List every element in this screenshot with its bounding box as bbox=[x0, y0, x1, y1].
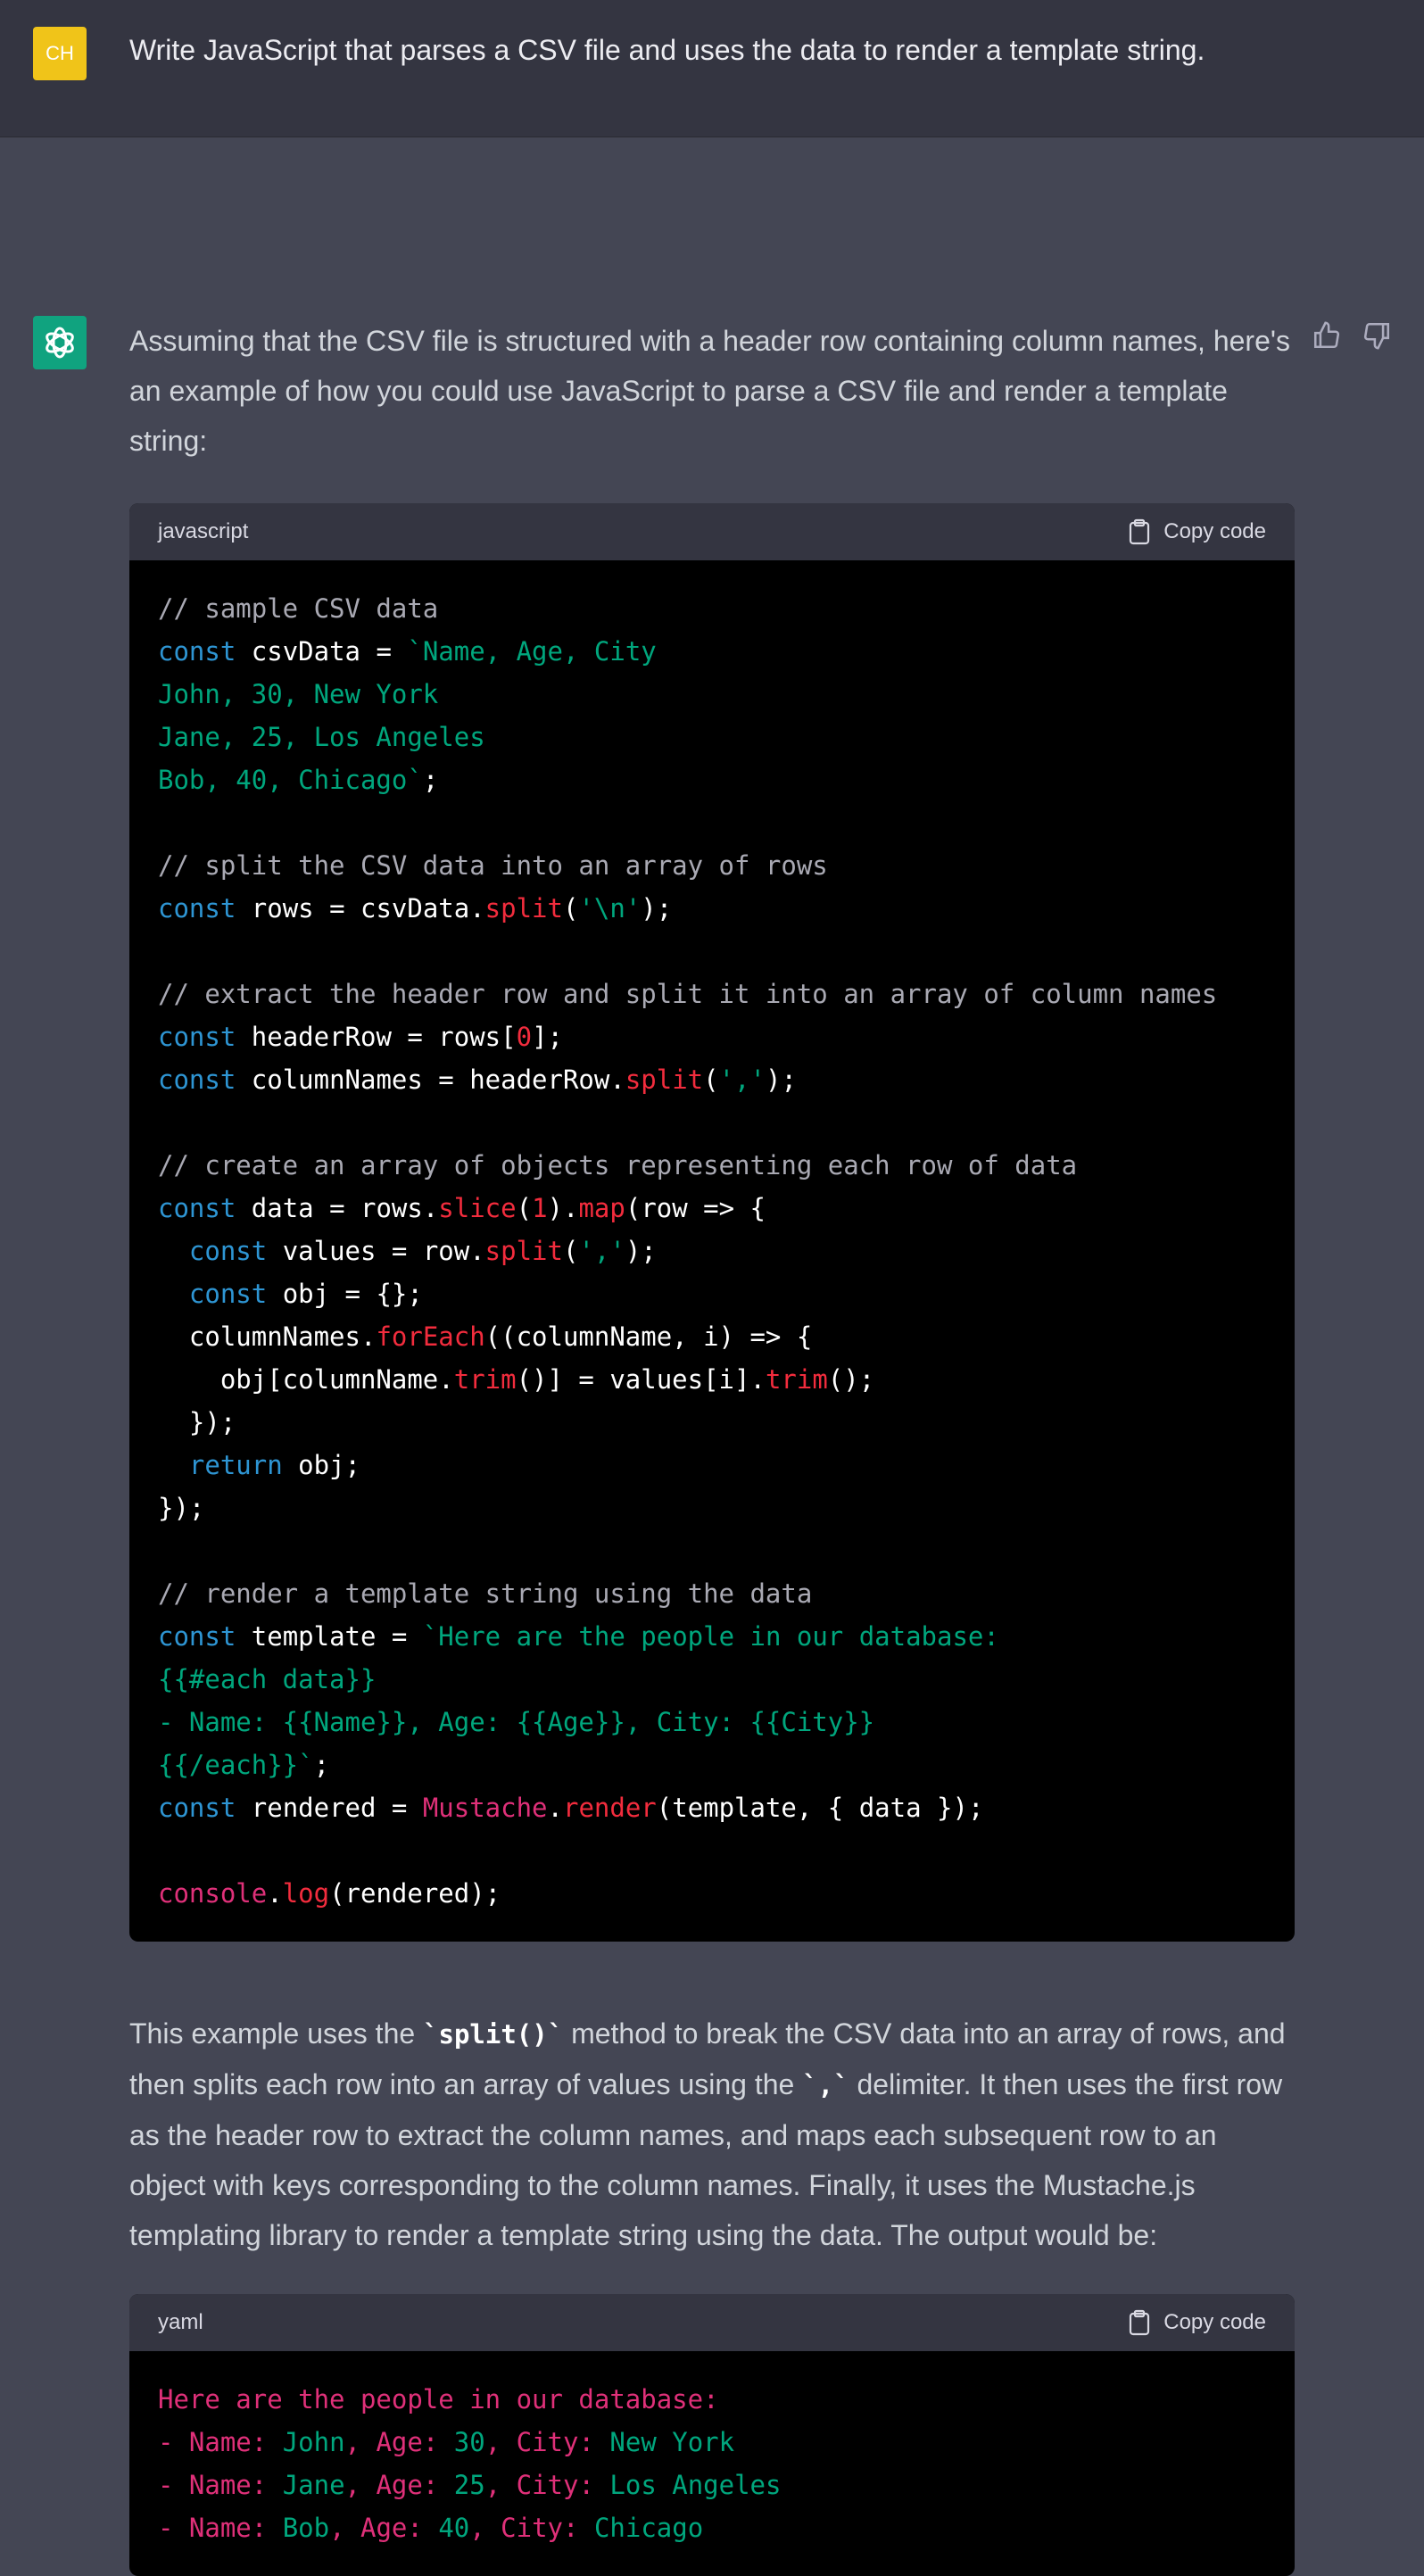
copy-code-label: Copy code bbox=[1163, 519, 1266, 543]
code-block-javascript bbox=[129, 503, 1295, 1942]
code-block-yaml bbox=[129, 2294, 1295, 2576]
assistant-explanation-text bbox=[129, 2009, 1294, 2260]
explanation-segment: delimiter. It then uses the first row as the header row to extract the column names, and maps each subsequent row to an object with keys corresponding to the column names. Finally, it uses the Mustache.js templating library to render a template string using the data. The output would be: bbox=[129, 2068, 1283, 2251]
feedback-buttons bbox=[1312, 320, 1392, 351]
inline-code: `,` bbox=[802, 2070, 849, 2100]
assistant-intro-text: Assuming that the CSV file is structured with a header row containing column names, here's an example of how you could use JavaScript to parse a CSV file and render a template string: bbox=[129, 325, 1290, 457]
explanation-segment: This example uses the bbox=[129, 2017, 424, 2050]
user-prompt: Write JavaScript that parses a CSV file and uses the data to render a template string. bbox=[129, 34, 1205, 66]
code-content: Here are the people in our database: - Name: John, Age: 30, City: New York - Name: Jane, Age: 25, City: Los Angeles - Name: Bob, Age: 40, City: Chicago bbox=[158, 2384, 782, 2543]
copy-code-label: Copy code bbox=[1163, 2310, 1266, 2334]
user-avatar: CH bbox=[33, 27, 87, 80]
assistant-avatar bbox=[33, 316, 87, 369]
openai-logo-icon bbox=[41, 324, 79, 361]
code-content: // sample CSV data const csvData = `Name, Age, City John, 30, New York Jane, 25, Los Angeles Bob, 40, Chicago`; // split the CSV data into an array of rows const rows = csvData.split('\n'); // extract the header row and split it into an array of column names const headerRow = rows[0]; const columnNames = headerRow.split(','); // create an array of objects representing each row of data const data = rows.slice(1).map(row => { const values = row.split(','); const obj = {}; columnNames.forEach((columnName, i) => { obj[columnName.trim()] = values[i].trim(); }); return obj; }); // render a template string using the data const template = `Here are the people in our database: {{#each data}} - Name: {{Name}}, Age: {{Age}}, City: {{City}} {{/each}}`; const rendered = Mustache.render(template, { data }); console.log(rendered); bbox=[158, 593, 1218, 1909]
code-language-label: yaml bbox=[158, 2310, 203, 2334]
explanation-segment: method to break the CSV data into an array of rows, and then splits each row into an array of values using the bbox=[129, 2017, 1286, 2100]
thumbs-up-icon[interactable] bbox=[1312, 320, 1342, 351]
clipboard-icon bbox=[1128, 2309, 1151, 2336]
user-message-row bbox=[0, 0, 1424, 137]
code-language-label: javascript bbox=[158, 519, 249, 543]
code-block-header bbox=[129, 503, 1295, 560]
copy-code-button[interactable] bbox=[1128, 2309, 1266, 2336]
thumbs-down-icon[interactable] bbox=[1362, 320, 1392, 351]
copy-code-button[interactable] bbox=[1128, 518, 1266, 545]
inline-code: `split()` bbox=[423, 2019, 564, 2050]
clipboard-icon bbox=[1128, 518, 1151, 545]
code-block-header bbox=[129, 2294, 1295, 2351]
